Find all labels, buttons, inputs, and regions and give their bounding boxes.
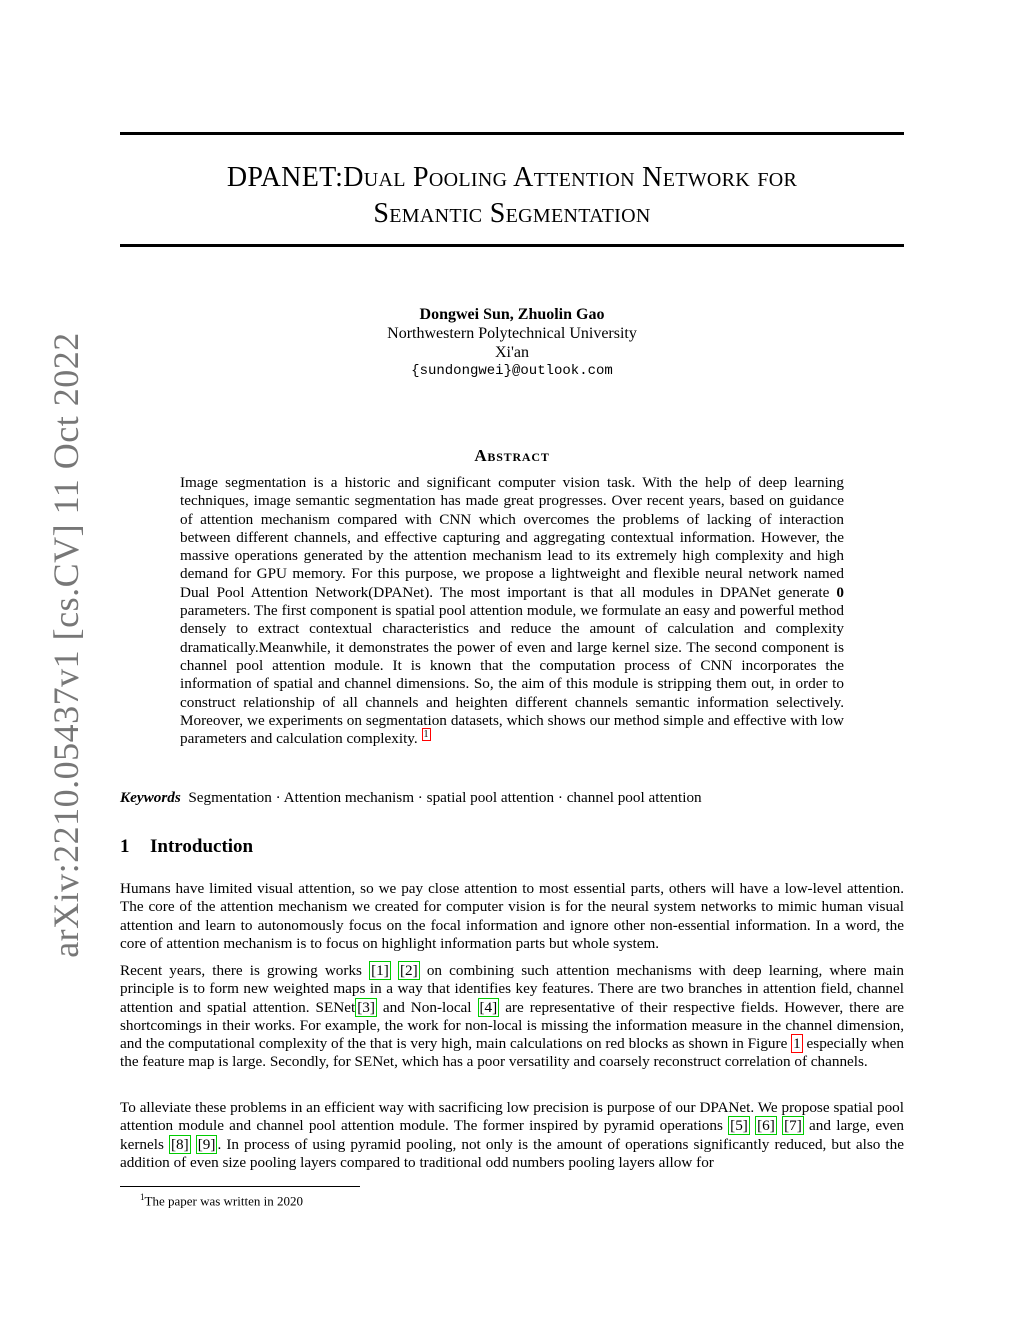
footnote-mark: 1 <box>140 1192 145 1202</box>
abstract-heading: Abstract <box>474 446 550 465</box>
p2-text-d: are representative of their respective fields. However, there are shortcomings in their works. For example, the work for non-local is missing the information measure in the channel dimension, and the computational complexity of the that is very high, main calculations on red blocks as shown in Figure <box>120 998 904 1053</box>
p2-text-b: on combining such attention mechanisms with deep learning, where main principle is to form new weighted maps in a way that identifies key features. There are two branches in attention field, channel attention and spatial attention. SENet <box>120 962 905 1016</box>
author-block <box>120 305 904 381</box>
p2-text-a: Recent years, there is growing works <box>120 962 370 979</box>
title-top-rule <box>120 132 904 135</box>
author-names: Dongwei Sun, Zhuolin Gao <box>419 306 605 323</box>
author-city: Xi'an <box>495 344 529 361</box>
title-bottom-rule <box>120 244 904 247</box>
keywords-label: Keywords <box>120 789 181 806</box>
abstract-text-1: Image segmentation is a historic and significant computer vision task. With the help of deep learning techniques, image semantic segmentation has made great progresses. Over recent years, based on guidance of attention mechanism compared with CNN which overcomes the problems of lacking of interaction between different channels, and effective capturing and aggregating contextual information. However, the massive operations generated by the attention mechanism lead to its extremely high complexity and high demand for GPU memory. For this purpose, we propose a lightweight and flexible neural network named Dual Pool Attention Network(DPANet). The most important is that all modules in DPANet generate <box>180 474 844 601</box>
title-line-1: DPANET:Dual Pooling Attention Network for <box>226 162 798 193</box>
p3-text-a: To alleviate these problems in an efficient way with sacrificing low precision is purpose of our DPANet. We propose spatial pool attention module and channel pool attention module. The former inspired by pyramid operations <box>120 1099 904 1135</box>
keywords-line <box>120 789 904 807</box>
abstract-bold-zero: 0 <box>836 583 844 601</box>
footnote-rule <box>120 1186 360 1187</box>
intro-paragraph-1: Humans have limited visual attention, so we pay close attention to most essential parts, others will have a low-level attention. The core of the attention mechanism we created for computer vision is for the neural system networks to mimic human visual attention and learn to autonomously focus on the focal information and ignore other non-essential information. In a word, the core of attention mechanism is to focus on highlight information parts but whole system. <box>120 880 904 952</box>
intro-paragraph-2 <box>120 962 904 1072</box>
abstract-text-2: parameters. The first component is spatial pool attention module, we formulate an easy and powerful method densely to extract contextual characteristics and reduce the amount of calculation and complexity dramatically.Meanwhile, it demonstrates the power of even and large kernel size. The second component is channel pool attention module. It is known that the computation process of CNN incorporates the information of spatial and channel dimensions. So, the aim of this module is stripping them out, in order to construct relationship of all channels and heighten different channels semantic information selectively. Moreover, we experiments on segmentation datasets, which shows our method simple and effective with low parameters and calculation complexity. <box>180 602 844 748</box>
citation-link-2[interactable]: [2] <box>399 962 418 979</box>
footnote-text: The paper was written in 2020 <box>144 1193 303 1209</box>
footnote <box>140 1192 303 1209</box>
section-title: Introduction <box>150 836 254 857</box>
abstract-body <box>180 474 844 748</box>
arxiv-sidebar-stamp: arXiv:2210.05437v1 [cs.CV] 11 Oct 2022 <box>46 332 86 958</box>
citation-link-3[interactable]: [3] <box>357 998 375 1016</box>
section-heading-introduction <box>120 836 253 858</box>
keywords-text: Segmentation · Attention mechanism · spatial pool attention · channel pool attention <box>188 789 702 806</box>
citation-link-8[interactable]: [8] <box>170 1135 189 1153</box>
citation-link-1[interactable]: [1] <box>371 962 389 979</box>
citation-link-6[interactable]: [6] <box>757 1117 775 1135</box>
author-email[interactable]: {sundongwei}@outlook.com <box>411 363 613 379</box>
figure-link-1[interactable]: 1 <box>793 1035 801 1053</box>
paper-title <box>120 160 904 232</box>
title-line-2: Semantic Segmentation <box>373 198 651 229</box>
citation-link-4[interactable]: [4] <box>479 998 498 1016</box>
abstract-footnote-link[interactable]: 1 <box>423 729 429 741</box>
citation-link-9[interactable]: [9] <box>197 1135 216 1153</box>
author-affiliation: Northwestern Polytechnical University <box>387 325 637 342</box>
p3-text-c: . In process of using pyramid pooling, not only is the amount of operations significantly reduced, but also the addition of even size pooling layers compared to traditional odd numbers pooling layers allow for <box>120 1135 904 1171</box>
p3-text-b: and large, even kernels <box>120 1117 905 1153</box>
p2-text-e: especially when the feature map is large. Secondly, for SENet, which has a poor versatility and coarsely reconstruct correlation of channels. <box>120 1035 904 1071</box>
intro-paragraph-3 <box>120 1099 904 1172</box>
section-number: 1 <box>120 836 130 857</box>
citation-link-5[interactable]: [5] <box>730 1117 748 1135</box>
p2-text-c: and Non-local <box>376 998 478 1016</box>
citation-link-7[interactable]: [7] <box>784 1117 802 1135</box>
